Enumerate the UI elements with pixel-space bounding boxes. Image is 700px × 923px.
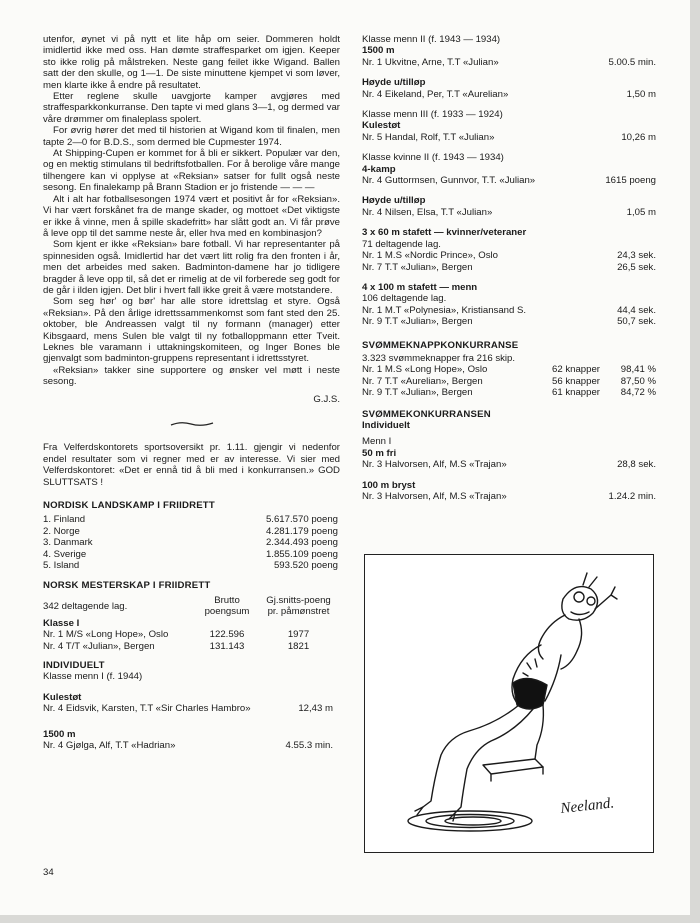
country-name: 5. Island: [43, 560, 80, 572]
klasse-label: Klasse menn I (f. 1944): [43, 671, 143, 683]
result-value: 5.00.5 min.: [608, 56, 656, 68]
result-name: Nr. 4 Eikeland, Per, T.T «Aurelian»: [362, 88, 509, 100]
klasse-label: Klasse menn III (f. 1933 — 1924): [362, 109, 503, 121]
right-column: [362, 34, 656, 502]
result-name: Nr. 5 Handal, Rolf, T.T «Julian»: [362, 131, 495, 143]
event-heading: Kulestøt: [43, 691, 82, 703]
result-name: Nr. 1 Ukvitne, Arne, T.T «Julian»: [362, 56, 499, 68]
result-row: [362, 132, 656, 143]
result-row: [43, 740, 333, 751]
article-paragraph: Som seg hør' og bør' har alle store idrettslag et styre. Også «Reksian». På den årlige idrettssammenkomst som fant sted den 25. oktober, ble Andreassen valgt til ny formann (manager) etter Kibsgaard, mens Sulen ble valgt til ny fotballoppmann etter Tveit. Leknes ble varamann i uttakningskomiteen, og Inger Bones ble gjenvalgt som badminton-gruppens representant i idrettsstyret.: [43, 296, 340, 365]
event-heading: 50 m fri: [362, 447, 397, 459]
participants-text: 71 deltagende lag.: [362, 238, 441, 250]
result-name: Nr. 7 T.T «Julian», Bergen: [362, 261, 473, 273]
result-row: [362, 459, 656, 470]
event-heading: 4 x 100 m stafett — menn: [362, 281, 478, 293]
klasse-label: Menn I: [362, 436, 392, 448]
result-value: 24,3 sek.: [617, 250, 656, 262]
result-value: 1,05 m: [626, 206, 656, 218]
table-cell-brutto: 131.143: [209, 640, 245, 652]
result-row: [362, 207, 656, 218]
event-heading: Kulestøt: [362, 120, 401, 132]
table-cell-count: 56 knapper: [551, 375, 600, 387]
event-heading: Høyde u/tilløp: [362, 77, 426, 89]
table-cell-name: Nr. 1 M.S «Long Hope», Oslo: [362, 364, 488, 376]
section-divider-ornament: [43, 419, 340, 430]
left-column: [43, 34, 340, 751]
event-heading: Høyde u/tilløp: [362, 195, 426, 207]
table-cell-snitt: 1821: [287, 640, 310, 652]
col-header-snitt: Gj.snitts-poeng pr. påmønstret: [266, 594, 331, 618]
table-cell-name: Nr. 1 M/S «Long Hope», Oslo: [43, 629, 169, 641]
table-cell-pct: 84,72 %: [620, 387, 656, 399]
article-paragraph: Etter reglene skulle uavgjorte kamper avgjøres med straffesparkkonkurranse. Den tapte vi med glans 3—1, og dermed var våre drømmer om finaleplass spolert.: [43, 91, 340, 125]
scan-edge-bottom: [0, 915, 700, 923]
article-paragraph: utenfor, øynet vi på nytt et lite håp om seier. Dommeren holdt imidlertid ikke med oss. Han dømte straffesparket om igjen. Keeper sto ikke rolig på målstreken. Neste gang feilet ikke Wigand. Ballen satt der den skulle, og 1—1. De siste minuttene kjempet vi som løver, men klarte ikke å endre på resultatet.: [43, 34, 340, 91]
result-row: [362, 262, 656, 273]
result-value: 1.24.2 min.: [608, 491, 656, 502]
article-signature: G.J.S.: [313, 393, 340, 405]
col-header-brutto: Brutto poengsum: [204, 594, 250, 618]
table-row: [43, 549, 338, 560]
result-row: [43, 703, 333, 714]
result-row: [362, 57, 656, 68]
result-name: Nr. 1 M.T «Polynesia», Kristiansand S.: [362, 304, 527, 316]
norsk-participants: 342 deltagende lag.: [43, 600, 128, 612]
result-value: 26,5 sek.: [617, 261, 656, 273]
result-value: 1,50 m: [626, 88, 656, 100]
klasse-label: Klasse menn II (f. 1943 — 1934): [362, 34, 501, 45]
norsk-heading: NORSK MESTERSKAP I FRIIDRETT: [43, 580, 211, 592]
table-cell-name: Nr. 4 T/T «Julian», Bergen: [43, 640, 155, 652]
nordisk-table: [43, 514, 338, 571]
event-heading: 3 x 60 m stafett — kvinner/veteraner: [362, 227, 527, 239]
table-row: [43, 560, 338, 571]
country-score: 2.344.493 poeng: [265, 537, 338, 549]
table-cell-name: Nr. 7 T.T «Aurelian», Bergen: [362, 375, 483, 387]
individuelt-heading: INDIVIDUELT: [43, 659, 105, 671]
result-value: 10,26 m: [621, 131, 656, 143]
event-heading: 1500 m: [362, 45, 395, 57]
country-score: 5.617.570 poeng: [265, 514, 338, 526]
table-row: [43, 537, 338, 548]
result-value: 50,7 sek.: [617, 316, 656, 328]
event-heading: 1500 m: [43, 728, 76, 740]
norsk-table: [43, 595, 340, 652]
table-cell-name: Nr. 9 T.T «Julian», Bergen: [362, 387, 473, 399]
country-name: 3. Danmark: [43, 537, 93, 549]
result-value: 4.55.3 min.: [285, 739, 333, 751]
result-name: Nr. 4 Guttormsen, Gunnvor, T.T. «Julian»: [362, 175, 536, 187]
country-score: 593.520 poeng: [273, 560, 338, 572]
klasse-label: Klasse kvinne II (f. 1943 — 1934): [362, 152, 504, 164]
article-paragraph: Som kjent er ikke «Reksian» bare fotball. Vi har representanter på spinnesiden også. Imidlertid har det vært litt rolig fra den fronten i år, men det arbeides med saken. Badminton-damene har jo tidligere bragder å leve opp til, så det er rimelig at de vil forberede seg godt for de går i ilden igjen. Det blir i hvert fall ikke greit å være motstandere.: [43, 239, 340, 296]
table-cell-count: 61 knapper: [551, 387, 600, 399]
result-row: [362, 305, 656, 316]
result-value: 12,43 m: [298, 703, 333, 715]
table-cell-count: 62 knapper: [551, 364, 600, 376]
result-row: [362, 89, 656, 100]
event-heading: 4-kamp: [362, 163, 396, 175]
table-cell-pct: 98,41 %: [620, 364, 656, 376]
result-row: [362, 491, 656, 502]
result-name: Nr. 3 Halvorsen, Alf, M.S «Trajan»: [362, 491, 507, 502]
svomme-heading: SVØMMEKONKURRANSEN: [362, 408, 491, 420]
country-score: 1.855.109 poeng: [265, 548, 338, 560]
article-paragraph: At Shipping-Cupen er kommet for å bli er sikkert. Populær var den, og en mektig stimulans til bedriftsfotballen. For å berolige våre mange tilhengere kan vi opplyse at «Reksian» satser for fullt også neste sesong. En finalekamp på Brann Stadion er jo fristende — — —: [43, 148, 340, 194]
table-cell-brutto: 122.596: [209, 629, 245, 641]
country-name: 4. Sverige: [43, 548, 87, 560]
page-number: 34: [43, 867, 54, 878]
artist-signature: Neeland.: [559, 795, 615, 817]
result-row: [362, 316, 656, 327]
country-name: 2. Norge: [43, 525, 80, 537]
cartoon-illustration: [364, 554, 654, 853]
table-cell-pct: 87,50 %: [620, 375, 656, 387]
participants-text: 3.323 svømmeknapper fra 216 skip.: [362, 352, 516, 364]
scan-edge-right: [690, 0, 700, 923]
participants-text: 106 deltagende lag.: [362, 293, 447, 305]
country-name: 1. Finland: [43, 514, 86, 526]
result-value: 1615 poeng: [605, 175, 656, 187]
result-name: Nr. 4 Nilsen, Elsa, T.T «Julian»: [362, 206, 493, 218]
nordisk-heading: NORDISK LANDSKAMP I FRIIDRETT: [43, 500, 215, 512]
table-cell-snitt: 1977: [287, 629, 310, 641]
result-name: Nr. 4 Eidsvik, Karsten, T.T «Sir Charles Hambro»: [43, 703, 251, 715]
subheading: Individuelt: [362, 419, 410, 431]
result-name: Nr. 1 M.S «Nordic Prince», Oslo: [362, 250, 498, 262]
result-name: Nr. 3 Halvorsen, Alf, M.S «Trajan»: [362, 459, 507, 471]
results-intro: Fra Velferdskontorets sportsoversikt pr. 1.11. gjengir vi nedenfor endel resultater som vi regner med er av interesse. Vi sier med Velferdskontoret: «Det er ennå tid å bli med i konkurransen.» GOD SLUTTSATS !: [43, 442, 340, 488]
result-name: Nr. 4 Gjølga, Alf, T.T «Hadrian»: [43, 739, 176, 751]
article-paragraph: Alt i alt har fotballsesongen 1974 vært et positivt år for «Reksian». Vi har vært forskånet fra de mange skader, og mottoet «Det viktigste er ikke å vinne, men å spille skadefritt» har slått godt an. Vi får prøve å leve opp til det samme neste år, eller hva med en kombinasjon?: [43, 193, 340, 239]
norsk-klasse: Klasse I: [43, 617, 80, 629]
article-paragraph: «Reksian» takker sine supportere og ønsker vel møtt i neste sesong.: [43, 364, 340, 388]
result-name: Nr. 9 T.T «Julian», Bergen: [362, 316, 473, 328]
event-heading: 100 m bryst: [362, 479, 416, 491]
country-score: 4.281.179 poeng: [265, 525, 338, 537]
table-row: [43, 514, 338, 525]
result-row: [362, 250, 656, 261]
article-paragraph: For øvrig hører det med til historien at Wigand kom til finalen, men tapte 2—0 for B.D.S., som dermed ble Cupmester 1974.: [43, 125, 340, 148]
result-value: 44,4 sek.: [617, 304, 656, 316]
frog-swimmer-drawing: [365, 555, 653, 852]
result-value: 28,8 sek.: [617, 459, 656, 471]
result-row: [362, 175, 656, 186]
knapp-heading: SVØMMEKNAPPKONKURRANSE: [362, 339, 519, 351]
table-row: [43, 526, 338, 537]
knapp-table: [362, 364, 656, 398]
